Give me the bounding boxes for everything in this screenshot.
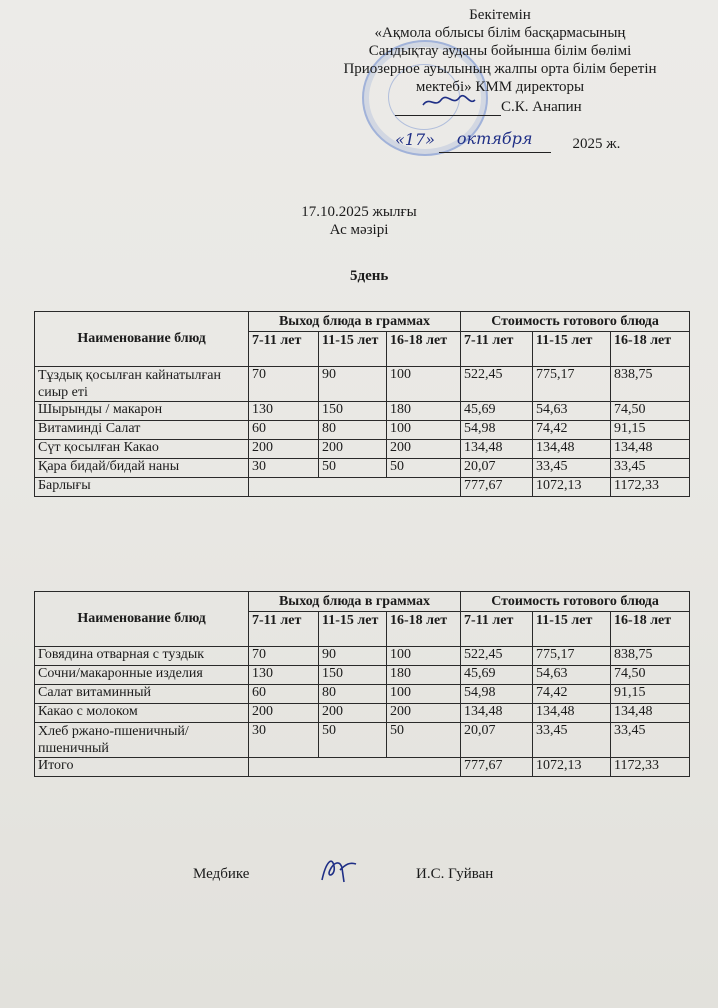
total-row (35, 478, 690, 497)
table-row (35, 421, 690, 440)
menu-heading (0, 203, 718, 239)
director-signature-scribble (395, 94, 501, 110)
cost-16-18: 74,50 (611, 666, 690, 685)
header-age: 7-11 лет (461, 332, 533, 367)
cost-11-15: 74,42 (533, 685, 611, 704)
total-label: Итого (35, 758, 249, 777)
yield-11-15: 80 (319, 685, 387, 704)
header-age: 11-15 лет (319, 332, 387, 367)
header-cost: Стоимость готового блюда (461, 592, 690, 612)
header-age: 7-11 лет (249, 612, 319, 647)
total-11-15: 1072,13 (533, 478, 611, 497)
yield-16-18: 100 (387, 421, 461, 440)
cost-7-11: 522,45 (461, 367, 533, 402)
dish-name: Тұздық қосылған кайнатылған сиыр еті (35, 367, 249, 402)
cost-7-11: 20,07 (461, 459, 533, 478)
yield-16-18: 100 (387, 685, 461, 704)
cost-7-11: 134,48 (461, 440, 533, 459)
cost-7-11: 134,48 (461, 704, 533, 723)
total-11-15: 1072,13 (533, 758, 611, 777)
yield-7-11: 200 (249, 440, 319, 459)
total-yield-empty (249, 758, 461, 777)
cost-16-18: 134,48 (611, 440, 690, 459)
nurse-name: И.С. Гуйван (416, 866, 494, 882)
header-age: 16-18 лет (611, 612, 690, 647)
header-age: 11-15 лет (319, 612, 387, 647)
yield-11-15: 80 (319, 421, 387, 440)
cost-11-15: 33,45 (533, 723, 611, 758)
total-16-18: 1172,33 (611, 478, 690, 497)
yield-16-18: 180 (387, 402, 461, 421)
total-7-11: 777,67 (461, 478, 533, 497)
yield-7-11: 130 (249, 402, 319, 421)
yield-11-15: 50 (319, 723, 387, 758)
yield-7-11: 70 (249, 367, 319, 402)
director-signature (395, 94, 501, 116)
cost-7-11: 54,98 (461, 421, 533, 440)
header-age: 11-15 лет (533, 332, 611, 367)
approval-org-line-2: Сандықтау ауданы бойынша білім бөлімі (368, 43, 632, 59)
header-age: 7-11 лет (249, 332, 319, 367)
table-row (35, 685, 690, 704)
dish-name: Сочни/макаронные изделия (35, 666, 249, 685)
yield-7-11: 70 (249, 647, 319, 666)
header-age: 16-18 лет (611, 332, 690, 367)
approval-block (300, 6, 700, 96)
approval-day: «17» (395, 130, 435, 149)
total-row (35, 758, 690, 777)
table-row (35, 723, 690, 758)
day-label: 5день (350, 268, 389, 284)
table-row (35, 647, 690, 666)
cost-16-18: 134,48 (611, 704, 690, 723)
header-yield: Выход блюда в граммах (249, 312, 461, 332)
yield-16-18: 50 (387, 723, 461, 758)
cost-11-15: 775,17 (533, 367, 611, 402)
dish-name: Какао с молоком (35, 704, 249, 723)
cost-11-15: 775,17 (533, 647, 611, 666)
dish-name: Хлеб ржано-пшеничный/пшеничный (35, 723, 249, 758)
director-name: С.К. Анапин (501, 99, 582, 115)
yield-16-18: 100 (387, 367, 461, 402)
header-age: 16-18 лет (387, 612, 461, 647)
table-row (35, 459, 690, 478)
cost-11-15: 54,63 (533, 666, 611, 685)
approval-title: Бекітемін (469, 7, 531, 23)
total-16-18: 1172,33 (611, 758, 690, 777)
cost-16-18: 91,15 (611, 685, 690, 704)
yield-16-18: 200 (387, 704, 461, 723)
yield-7-11: 60 (249, 685, 319, 704)
yield-11-15: 200 (319, 440, 387, 459)
total-yield-empty (249, 478, 461, 497)
cost-11-15: 74,42 (533, 421, 611, 440)
dish-name: Витаминді Салат (35, 421, 249, 440)
yield-7-11: 60 (249, 421, 319, 440)
yield-7-11: 130 (249, 666, 319, 685)
cost-16-18: 74,50 (611, 402, 690, 421)
header-age: 11-15 лет (533, 612, 611, 647)
menu-table-kz (34, 311, 690, 497)
yield-16-18: 100 (387, 647, 461, 666)
director-signature-line (395, 94, 625, 116)
approval-month: октября (439, 132, 551, 153)
total-label: Барлығы (35, 478, 249, 497)
table-row (35, 440, 690, 459)
table-row (35, 367, 690, 402)
dish-name: Сүт қосылған Какао (35, 440, 249, 459)
yield-16-18: 50 (387, 459, 461, 478)
menu-date: 17.10.2025 жылғы (301, 204, 417, 220)
header-age: 16-18 лет (387, 332, 461, 367)
cost-7-11: 45,69 (461, 402, 533, 421)
dish-name: Говядина отварная с туздык (35, 647, 249, 666)
yield-11-15: 90 (319, 367, 387, 402)
table-row (35, 402, 690, 421)
cost-11-15: 33,45 (533, 459, 611, 478)
cost-7-11: 20,07 (461, 723, 533, 758)
dish-name: Салат витаминный (35, 685, 249, 704)
yield-11-15: 150 (319, 666, 387, 685)
approval-org-line-1: «Ақмола облысы білім басқармасының (374, 25, 626, 41)
cost-16-18: 91,15 (611, 421, 690, 440)
nurse-label: Медбике (193, 866, 250, 882)
cost-7-11: 54,98 (461, 685, 533, 704)
approval-date-line (395, 129, 625, 153)
cost-16-18: 33,45 (611, 723, 690, 758)
cost-16-18: 838,75 (611, 647, 690, 666)
yield-11-15: 50 (319, 459, 387, 478)
yield-11-15: 200 (319, 704, 387, 723)
header-cost: Стоимость готового блюда (461, 312, 690, 332)
cost-16-18: 838,75 (611, 367, 690, 402)
header-yield: Выход блюда в граммах (249, 592, 461, 612)
yield-7-11: 30 (249, 459, 319, 478)
cost-7-11: 45,69 (461, 666, 533, 685)
header-age: 7-11 лет (461, 612, 533, 647)
yield-11-15: 150 (319, 402, 387, 421)
header-dish: Наименование блюд (35, 312, 249, 367)
menu-table-ru (34, 591, 690, 777)
cost-7-11: 522,45 (461, 647, 533, 666)
yield-11-15: 90 (319, 647, 387, 666)
cost-11-15: 54,63 (533, 402, 611, 421)
nurse-signature (316, 852, 360, 886)
yield-16-18: 200 (387, 440, 461, 459)
table-row (35, 704, 690, 723)
yield-7-11: 30 (249, 723, 319, 758)
approval-org-line-4: мектебі» КММ директоры (415, 79, 585, 95)
cost-11-15: 134,48 (533, 704, 611, 723)
yield-16-18: 180 (387, 666, 461, 685)
cost-16-18: 33,45 (611, 459, 690, 478)
dish-name: Қара бидай/бидай наны (35, 459, 249, 478)
cost-11-15: 134,48 (533, 440, 611, 459)
dish-name: Шырынды / макарон (35, 402, 249, 421)
menu-title: Ас мәзірі (329, 222, 389, 238)
yield-7-11: 200 (249, 704, 319, 723)
header-dish: Наименование блюд (35, 592, 249, 647)
approval-year: 2025 ж. (572, 136, 621, 152)
total-7-11: 777,67 (461, 758, 533, 777)
approval-org-line-3: Приозерное ауылының жалпы орта білім беретін (343, 61, 657, 77)
table-row (35, 666, 690, 685)
